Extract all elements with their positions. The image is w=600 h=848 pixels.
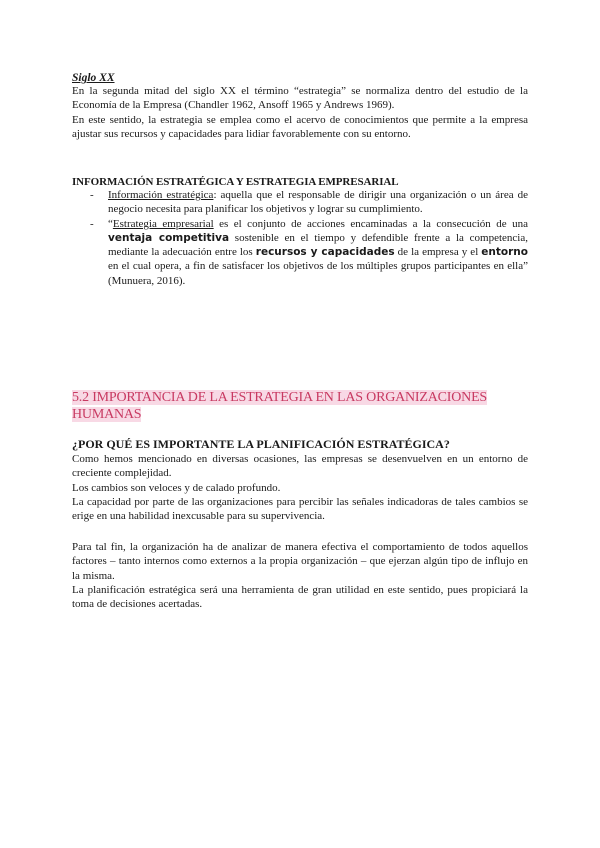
paragraph: En la segunda mitad del siglo XX el término “estrategia” se normaliza dentro del estudio de la Economía de la Empresa (Chandler 1962, Ansoff 1965 y Andrews 1969).	[72, 85, 528, 112]
paragraph: La capacidad por parte de las organizaciones para percibir las señales indicadoras de tales cambios se erige en una habilidad inexcusable para su supervivencia.	[72, 495, 528, 523]
porque-body	[72, 452, 528, 523]
info-list	[90, 188, 528, 288]
paragraph: Para tal fin, la organización ha de analizar de manera efectiva el comportamiento de todos aquellos factores – tanto internos como externos a la propia organización – que ejerzan algún tipo de influjo en la misma.	[72, 541, 528, 582]
paragraph: En este sentido, la estrategia se emplea como el acervo de conocimientos que permite a la empresa ajustar sus recursos y capacidades para lidiar favorablemente con su entorno.	[72, 113, 528, 140]
porque-body-2	[72, 540, 528, 611]
list-item	[90, 188, 528, 217]
dash-bullet: -	[90, 189, 94, 201]
info-heading: INFORMACIÓN ESTRATÉGICA Y ESTRATEGIA EMPRESARIAL	[72, 176, 399, 188]
porque-heading: ¿POR QUÉ ES IMPORTANTE LA PLANIFICACIÓN ESTRATÉGICA?	[72, 437, 450, 451]
definition-text: en el cual opera, a fin de satisfacer los objetivos de los múltiples grupos participantes en ella” (Munuera, 2016).	[108, 260, 528, 287]
emphasis-ventaja: ventaja competitiva	[108, 231, 230, 244]
definition-text: de la empresa y el	[394, 246, 482, 259]
siglo-xx-body	[72, 84, 528, 141]
siglo-xx-heading: Siglo XX	[72, 72, 115, 84]
section-title-text: 5.2 IMPORTANCIA DE LA ESTRATEGIA EN LAS ORGANIZACIONES HUMANAS	[72, 390, 488, 422]
section-title	[72, 390, 512, 423]
list-item	[90, 217, 528, 288]
definition-text: : aquella que el responsable de dirigir una organización o un área de negocio necesita para planificar los objetivos y lograr su cumplimiento.	[108, 189, 529, 216]
definition-text: sostenible en el tiempo y defendible frente a la competencia, mediante la adecuación entre los	[108, 231, 528, 259]
emphasis-recursos: recursos y capacidades	[255, 246, 395, 259]
emphasis-entorno: entorno	[481, 246, 528, 259]
paragraph: Como hemos mencionado en diversas ocasiones, las empresas se desenvuelven en un entorno de creciente complejidad.	[72, 453, 528, 480]
term-informacion-estrategica: Información estratégica	[108, 189, 214, 201]
dash-bullet: -	[90, 217, 94, 230]
paragraph: La planificación estratégica será una herramienta de gran utilidad en este sentido, pues propiciará la toma de decisiones acertadas.	[72, 583, 528, 611]
definition-text: es el conjunto de acciones encaminadas a la consecución de una	[213, 217, 528, 230]
paragraph: Los cambios son veloces y de calado profundo.	[72, 481, 281, 494]
term-estrategia-empresarial: Estrategia empresarial	[112, 217, 214, 230]
quote-open: “	[108, 217, 113, 230]
